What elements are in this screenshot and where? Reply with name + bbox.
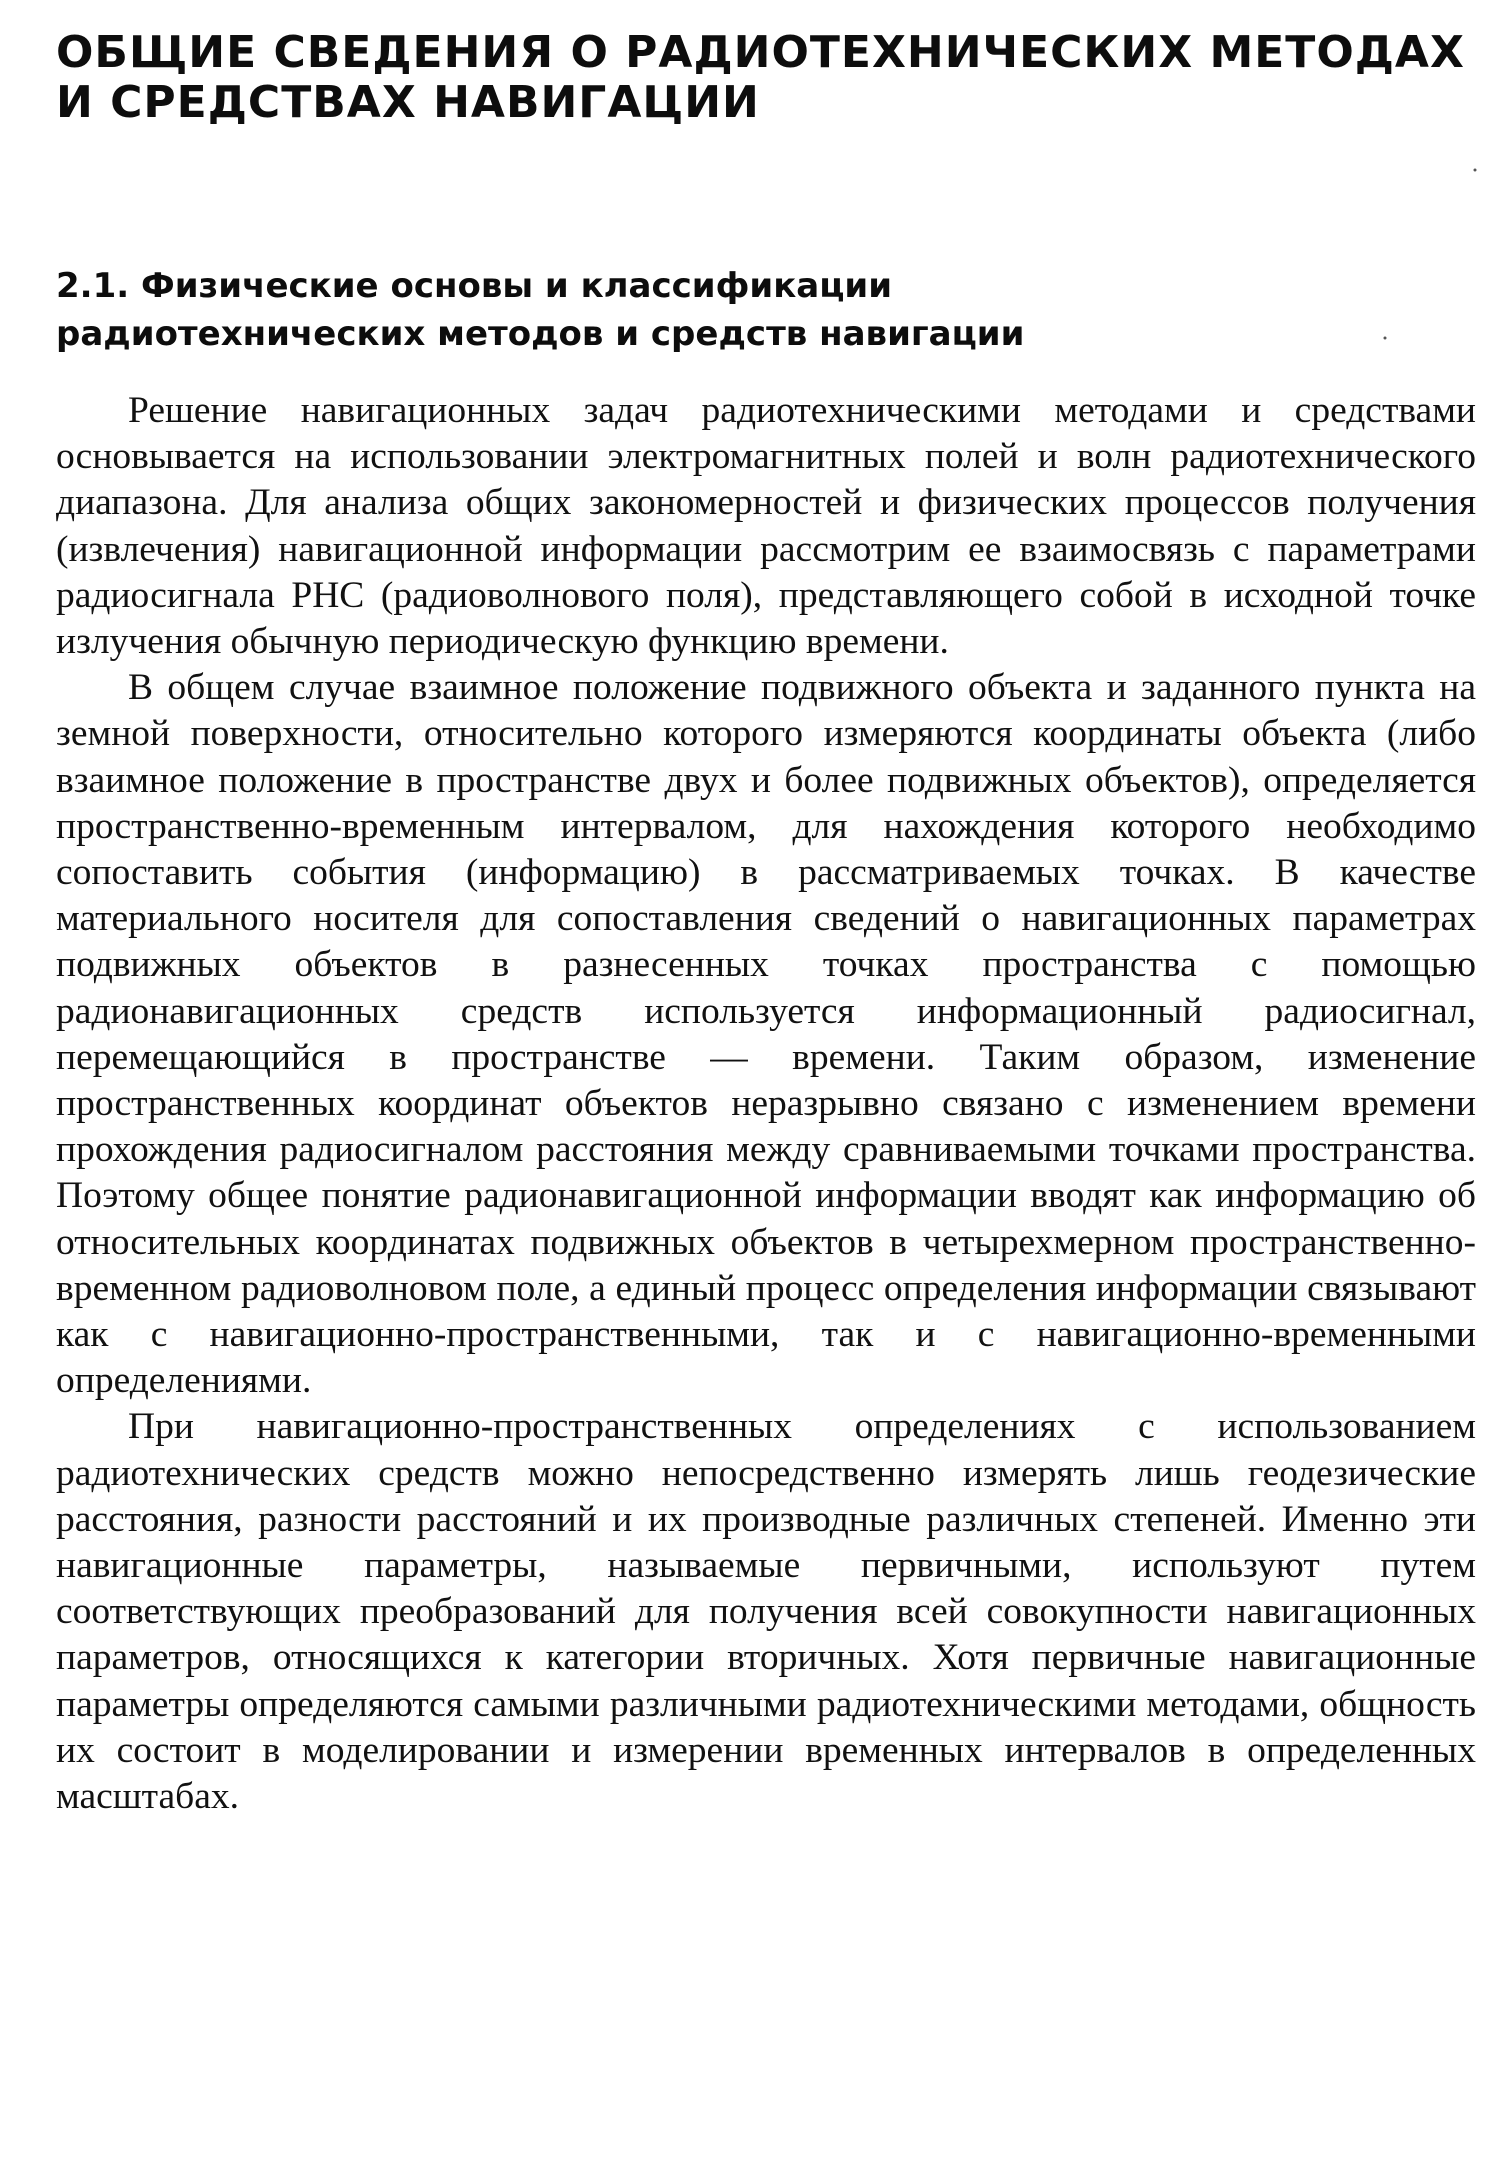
chapter-title-line-1: ОБЩИЕ СВЕДЕНИЯ О РАДИОТЕХНИЧЕСКИХ МЕТОДАХ — [56, 27, 1465, 78]
section-title-line-1: 2.1. Физические основы и классификации — [56, 266, 893, 306]
paragraph-2: В общем случае взаимное положение подвижного объекта и заданного пункта на земной поверхности, относительно которого измеряются координаты объекта (либо взаимное положение в пространстве двух и более подвижных объектов), определяется пространственно-временным интервалом, для нахождения которого необходимо сопоставить события (информацию) в рассматриваемых точках. В качестве материального носителя для сопоставления сведений о навигационных параметрах подвижных объектов в разнесенных точках пространства с помощью радионавигационных средств используется информационный радиосигнал, перемещающийся в пространстве — времени. Таким образом, изменение пространственных координат объектов неразрывно связано с изменением времени прохождения радиосигналом расстояния между сравниваемыми точками пространства. Поэтому общее понятие радионавигационной информации вводят как информацию об относительных координатах подвижных объектов в четырехмерном пространственно-временном радиоволновом поле, а единый процесс определения информации связывают как с навигационно-пространственными, так и с навигационно-временными определениями. — [56, 667, 1476, 1402]
scan-speck — [1384, 337, 1387, 340]
paragraph-1: Решение навигационных задач радиотехническими методами и средствами основывается на использовании электромагнитных полей и волн радиотехнического диапазона. Для анализа общих закономерностей и физических процессов получения (извлечения) навигационной информации рассмотрим ее взаимосвязь с параметрами радиосигнала РНС (радиоволнового поля), представляющего собой в исходной точке излучения обычную периодическую функцию времени. — [56, 390, 1476, 663]
chapter-title-line-2: И СРЕДСТВАХ НАВИГАЦИИ — [56, 77, 760, 128]
paragraph-3: При навигационно-пространственных определениях с использованием радиотехнических средств можно непосредственно измерять лишь геодезические расстояния, разности расстояний и их производные различных степеней. Именно эти навигационные параметры, называемые первичными, используют путем соответствующих преобразований для получения всей совокупности навигационных параметров, относящихся к категории вторичных. Хотя первичные навигационные параметры определяются самыми различными радиотехническими методами, общность их состоит в моделировании и измерении временных интервалов в определенных масштабах. — [56, 1406, 1476, 1818]
scan-speck — [1474, 169, 1477, 172]
section-title-line-2: радиотехнических методов и средств навигации — [56, 314, 1025, 354]
